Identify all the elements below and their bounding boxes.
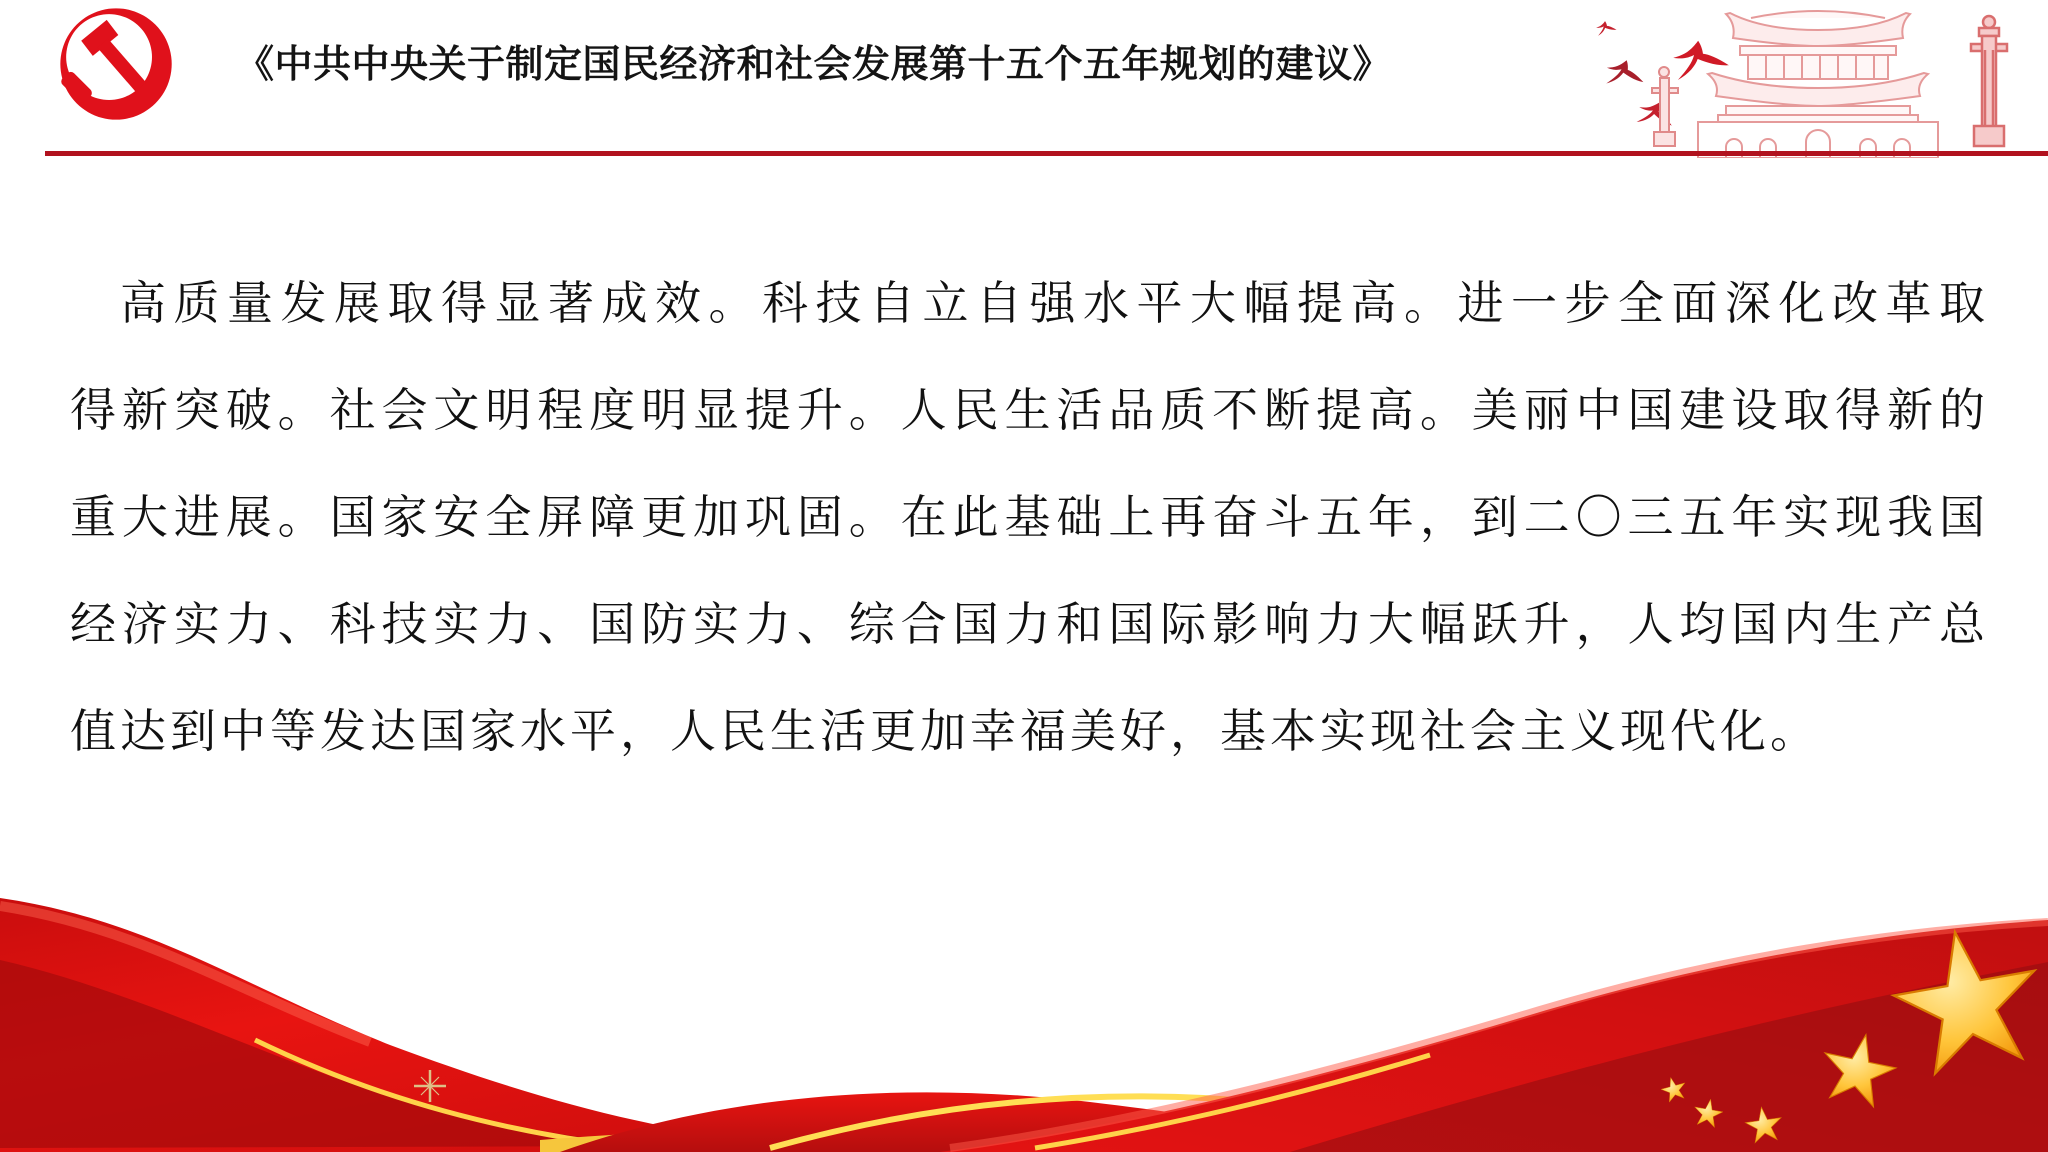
body-line: 重大进展。国家安全屏障更加巩固。在此基础上再奋斗五年，到二〇三五年实现我国 bbox=[70, 491, 1986, 543]
body-line: 值达到中等发达国家水平，人民生活更加幸福美好，基本实现社会主义现代化。 bbox=[70, 705, 1820, 757]
body-line: 经济实力、科技实力、国防实力、综合国力和国际影响力大幅跃升，人均国内生产总 bbox=[70, 598, 1986, 650]
body-paragraph bbox=[70, 250, 1986, 785]
body-line: 高质量发展取得显著成效。科技自立自强水平大幅提高。进一步全面深化改革取 bbox=[120, 277, 1986, 329]
huabiao-column-icon bbox=[1971, 16, 2007, 146]
tiananmen-icon bbox=[1698, 11, 1938, 158]
footer-decoration bbox=[0, 890, 2048, 1152]
header-divider-line bbox=[45, 151, 2048, 156]
cpc-party-emblem-icon bbox=[40, 6, 192, 122]
body-line: 得新突破。社会文明程度明显提升。人民生活品质不断提高。美丽中国建设取得新的 bbox=[70, 384, 1986, 436]
page-title: 《中共中央关于制定国民经济和社会发展第十五个五年规划的建议》 bbox=[236, 44, 1392, 86]
header-decoration bbox=[1548, 0, 2048, 158]
